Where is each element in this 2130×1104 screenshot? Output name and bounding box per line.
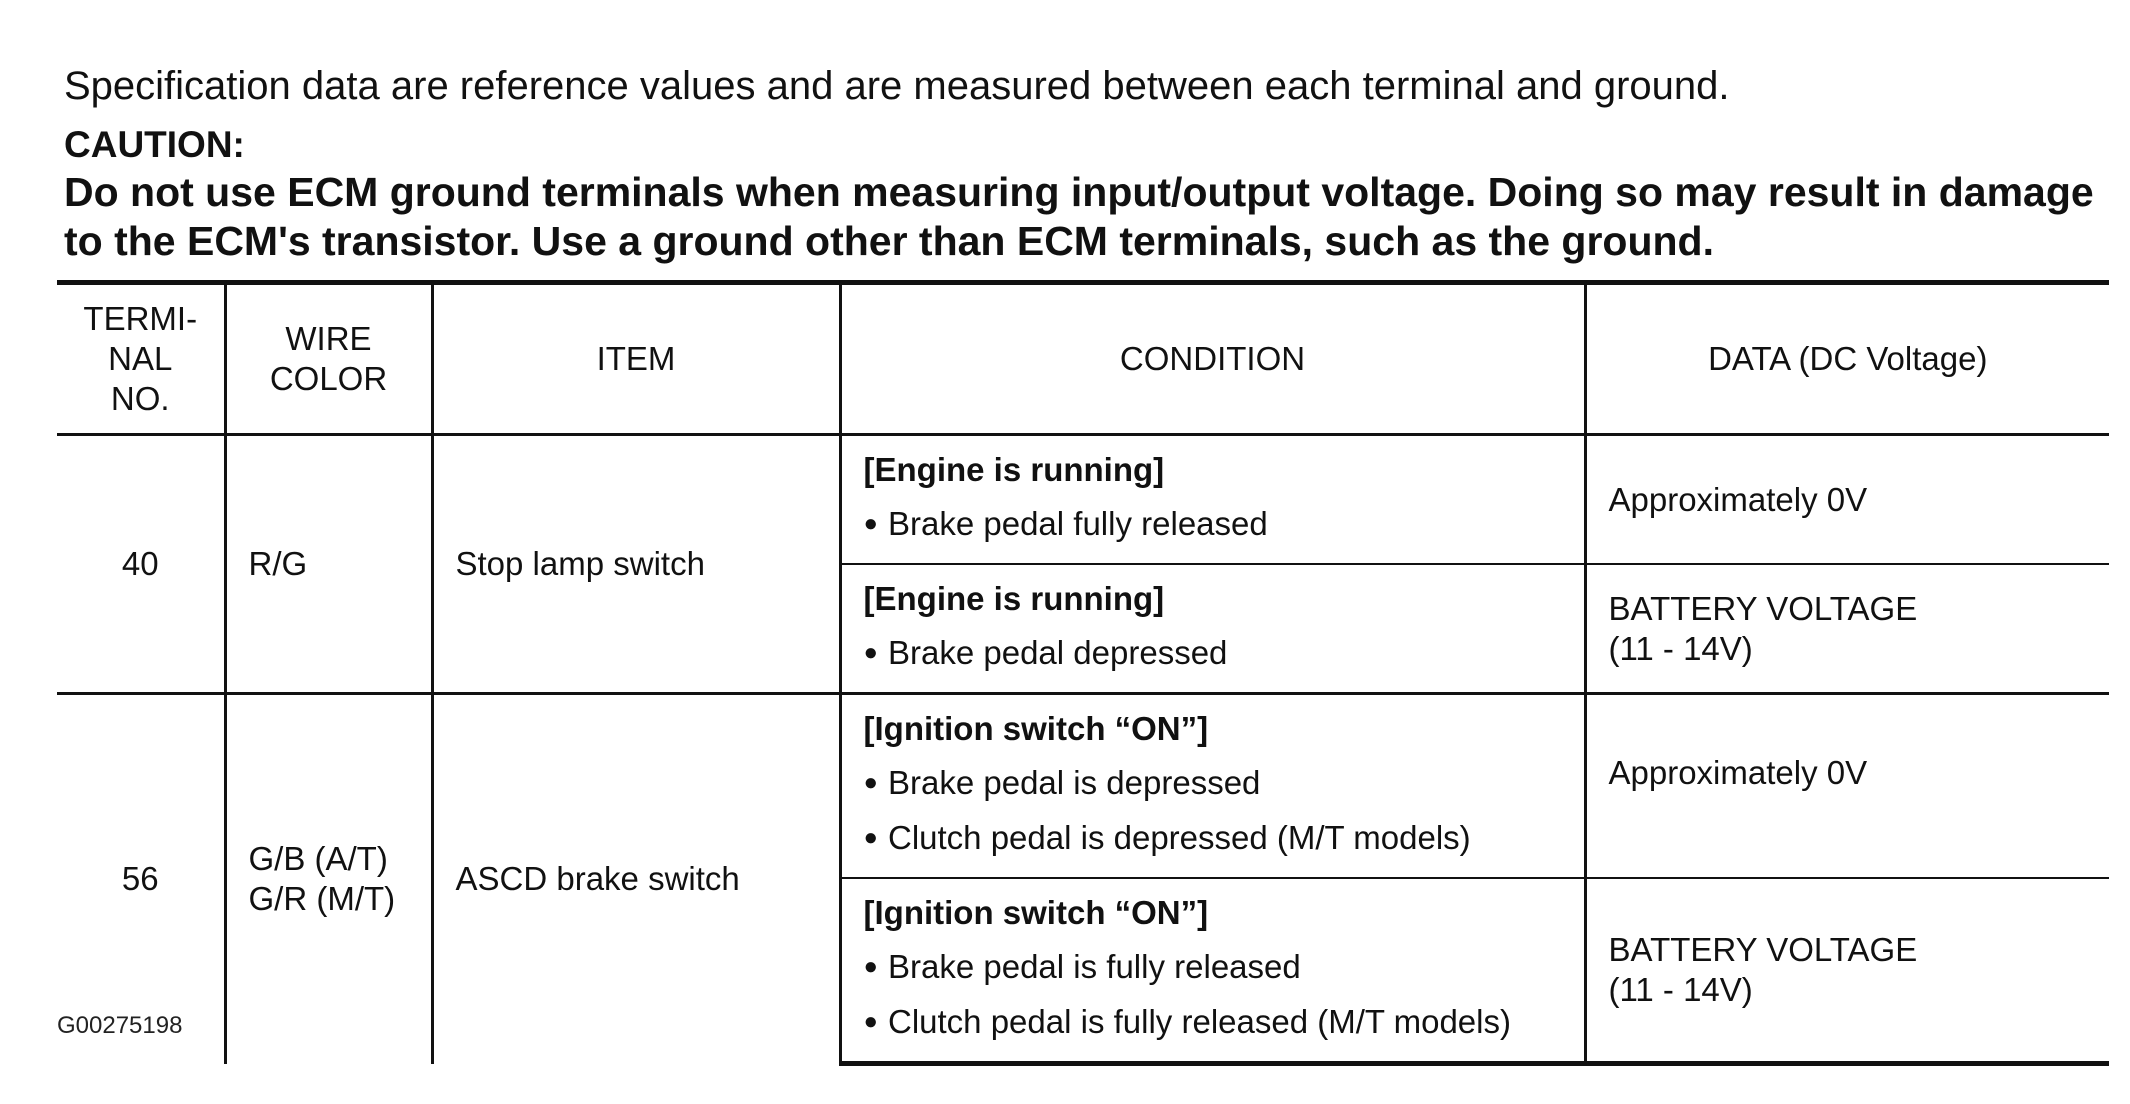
terminal-number: 40 (57, 435, 225, 694)
condition-cell (840, 878, 1585, 1064)
condition-bullet (864, 810, 1562, 865)
header-condition: CONDITION (840, 283, 1585, 435)
condition-bullet-text: Brake pedal fully released (888, 505, 1268, 542)
terminal-spec-table (57, 280, 2109, 1066)
header-terminal-line-2: NAL (108, 340, 173, 377)
terminal-number: 56 (57, 694, 225, 1064)
item-name: Stop lamp switch (432, 435, 840, 694)
condition-bullet-text: Clutch pedal is fully released (M/T models) (888, 1003, 1511, 1040)
header-data: DATA (DC Voltage) (1585, 283, 2109, 435)
header-wire-line-2: COLOR (269, 360, 388, 397)
data-value-range: (11 - 14V) (1608, 971, 1753, 1008)
condition-bullet (864, 755, 1562, 810)
bullet-icon: ● (863, 769, 878, 796)
header-wire-color (225, 283, 432, 435)
caution-text: Do not use ECM ground terminals when measuring input/output voltage. Doing so may result in damage to the ECM's transistor. Use a ground other than ECM terminals, such as the ground. (64, 169, 2094, 264)
header-item: ITEM (432, 283, 840, 435)
wire-color (225, 435, 432, 694)
data-cell (1585, 694, 2109, 879)
wire-color-line: R/G (248, 545, 308, 582)
header-terminal-no (57, 283, 225, 435)
header-wire-line-1: WIRE (285, 320, 372, 357)
wire-color-line: G/B (A/T) (248, 840, 388, 878)
data-value-range: (11 - 14V) (1608, 629, 1753, 667)
condition-bullet (864, 939, 1562, 994)
bullet-icon: ● (863, 953, 878, 980)
bullet-icon: ● (863, 1008, 878, 1035)
header-terminal-line-3: NO. (110, 380, 170, 417)
table-row (57, 435, 2109, 565)
data-cell (1585, 878, 2109, 1064)
condition-bullet-text: Brake pedal is fully released (888, 948, 1301, 985)
bullet-icon: ● (863, 510, 878, 537)
condition-bullet (864, 625, 1562, 680)
figure-id: G00275198 (57, 1012, 183, 1039)
data-cell (1585, 435, 2109, 565)
condition-heading: [Engine is running] (863, 451, 1165, 488)
condition-bullet (864, 496, 1562, 551)
bullet-icon: ● (863, 824, 878, 851)
condition-bullet-text: Clutch pedal is depressed (M/T models) (888, 819, 1471, 856)
data-value: BATTERY VOLTAGE (1608, 931, 1918, 968)
bullet-icon: ● (863, 639, 878, 666)
condition-cell (840, 694, 1585, 879)
condition-bullet (864, 994, 1562, 1049)
data-value: Approximately 0V (1608, 754, 1868, 791)
wire-color-line: G/R (M/T) (248, 880, 396, 918)
header-terminal-line-1: TERMI- (83, 300, 198, 337)
condition-cell (840, 435, 1585, 565)
condition-heading: [Ignition switch “ON”] (863, 894, 1209, 931)
caution-label: CAUTION: (64, 124, 245, 165)
intro-text: Specification data are reference values and are measured between each terminal and ground. (64, 64, 1730, 108)
condition-bullet-text: Brake pedal is depressed (888, 764, 1261, 801)
table-row (57, 694, 2109, 879)
wire-color (225, 694, 432, 1064)
condition-heading: [Ignition switch “ON”] (863, 710, 1209, 747)
data-value: BATTERY VOLTAGE (1608, 589, 1918, 627)
item-name: ASCD brake switch (432, 694, 840, 1064)
header-row (57, 283, 2109, 435)
condition-cell (840, 564, 1585, 694)
condition-bullet-text: Brake pedal depressed (888, 634, 1228, 671)
data-value: Approximately 0V (1608, 480, 1868, 518)
data-cell (1585, 564, 2109, 694)
condition-heading: [Engine is running] (863, 580, 1165, 617)
